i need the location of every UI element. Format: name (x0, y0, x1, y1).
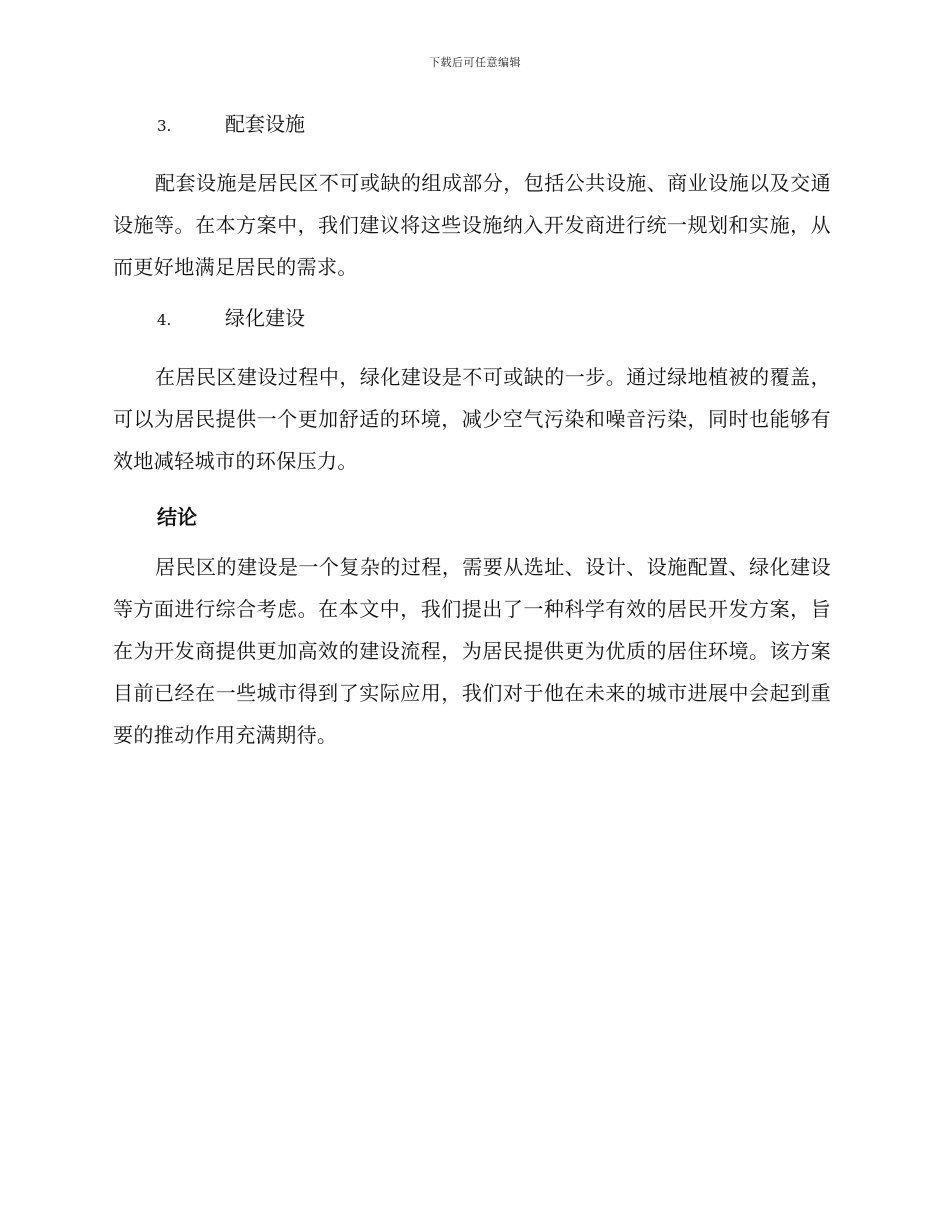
section-body-greening: 在居民区建设过程中，绿化建设是不可或缺的一步。通过绿地植被的覆盖，可以为居民提供一个更加舒适的环境，减少空气污染和噪音污染，同时也能够有效地减轻城市的环保压力。 (113, 365, 831, 473)
section-body-facilities: 配套设施是居民区不可或缺的组成部分，包括公共设施、商业设施以及交通设施等。在本方案中，我们建议将这些设施纳入开发商进行统一规划和实施，从而更好地满足居民的需求。 (113, 171, 831, 279)
section-number: 3. (157, 117, 172, 135)
section-heading-facilities (113, 108, 831, 148)
section-title: 配套设施 (225, 112, 305, 136)
conclusion-heading: 结论 (157, 505, 197, 529)
document-content (113, 108, 831, 770)
section-heading-greening (113, 302, 831, 342)
section-number: 4. (157, 311, 172, 329)
section-title: 绿化建设 (225, 306, 305, 330)
page-header: 下载后可任意编辑 (429, 56, 521, 69)
conclusion-body: 居民区的建设是一个复杂的过程，需要从选址、设计、设施配置、绿化建设等方面进行综合考虑。在本文中，我们提出了一种科学有效的居民开发方案，旨在为开发商提供更加高效的建设流程，为居民提供更为优质的居住环境。该方案目前已经在一些城市得到了实际应用，我们对于他在未来的城市进展中会起到重要的推动作用充满期待。 (113, 555, 831, 747)
